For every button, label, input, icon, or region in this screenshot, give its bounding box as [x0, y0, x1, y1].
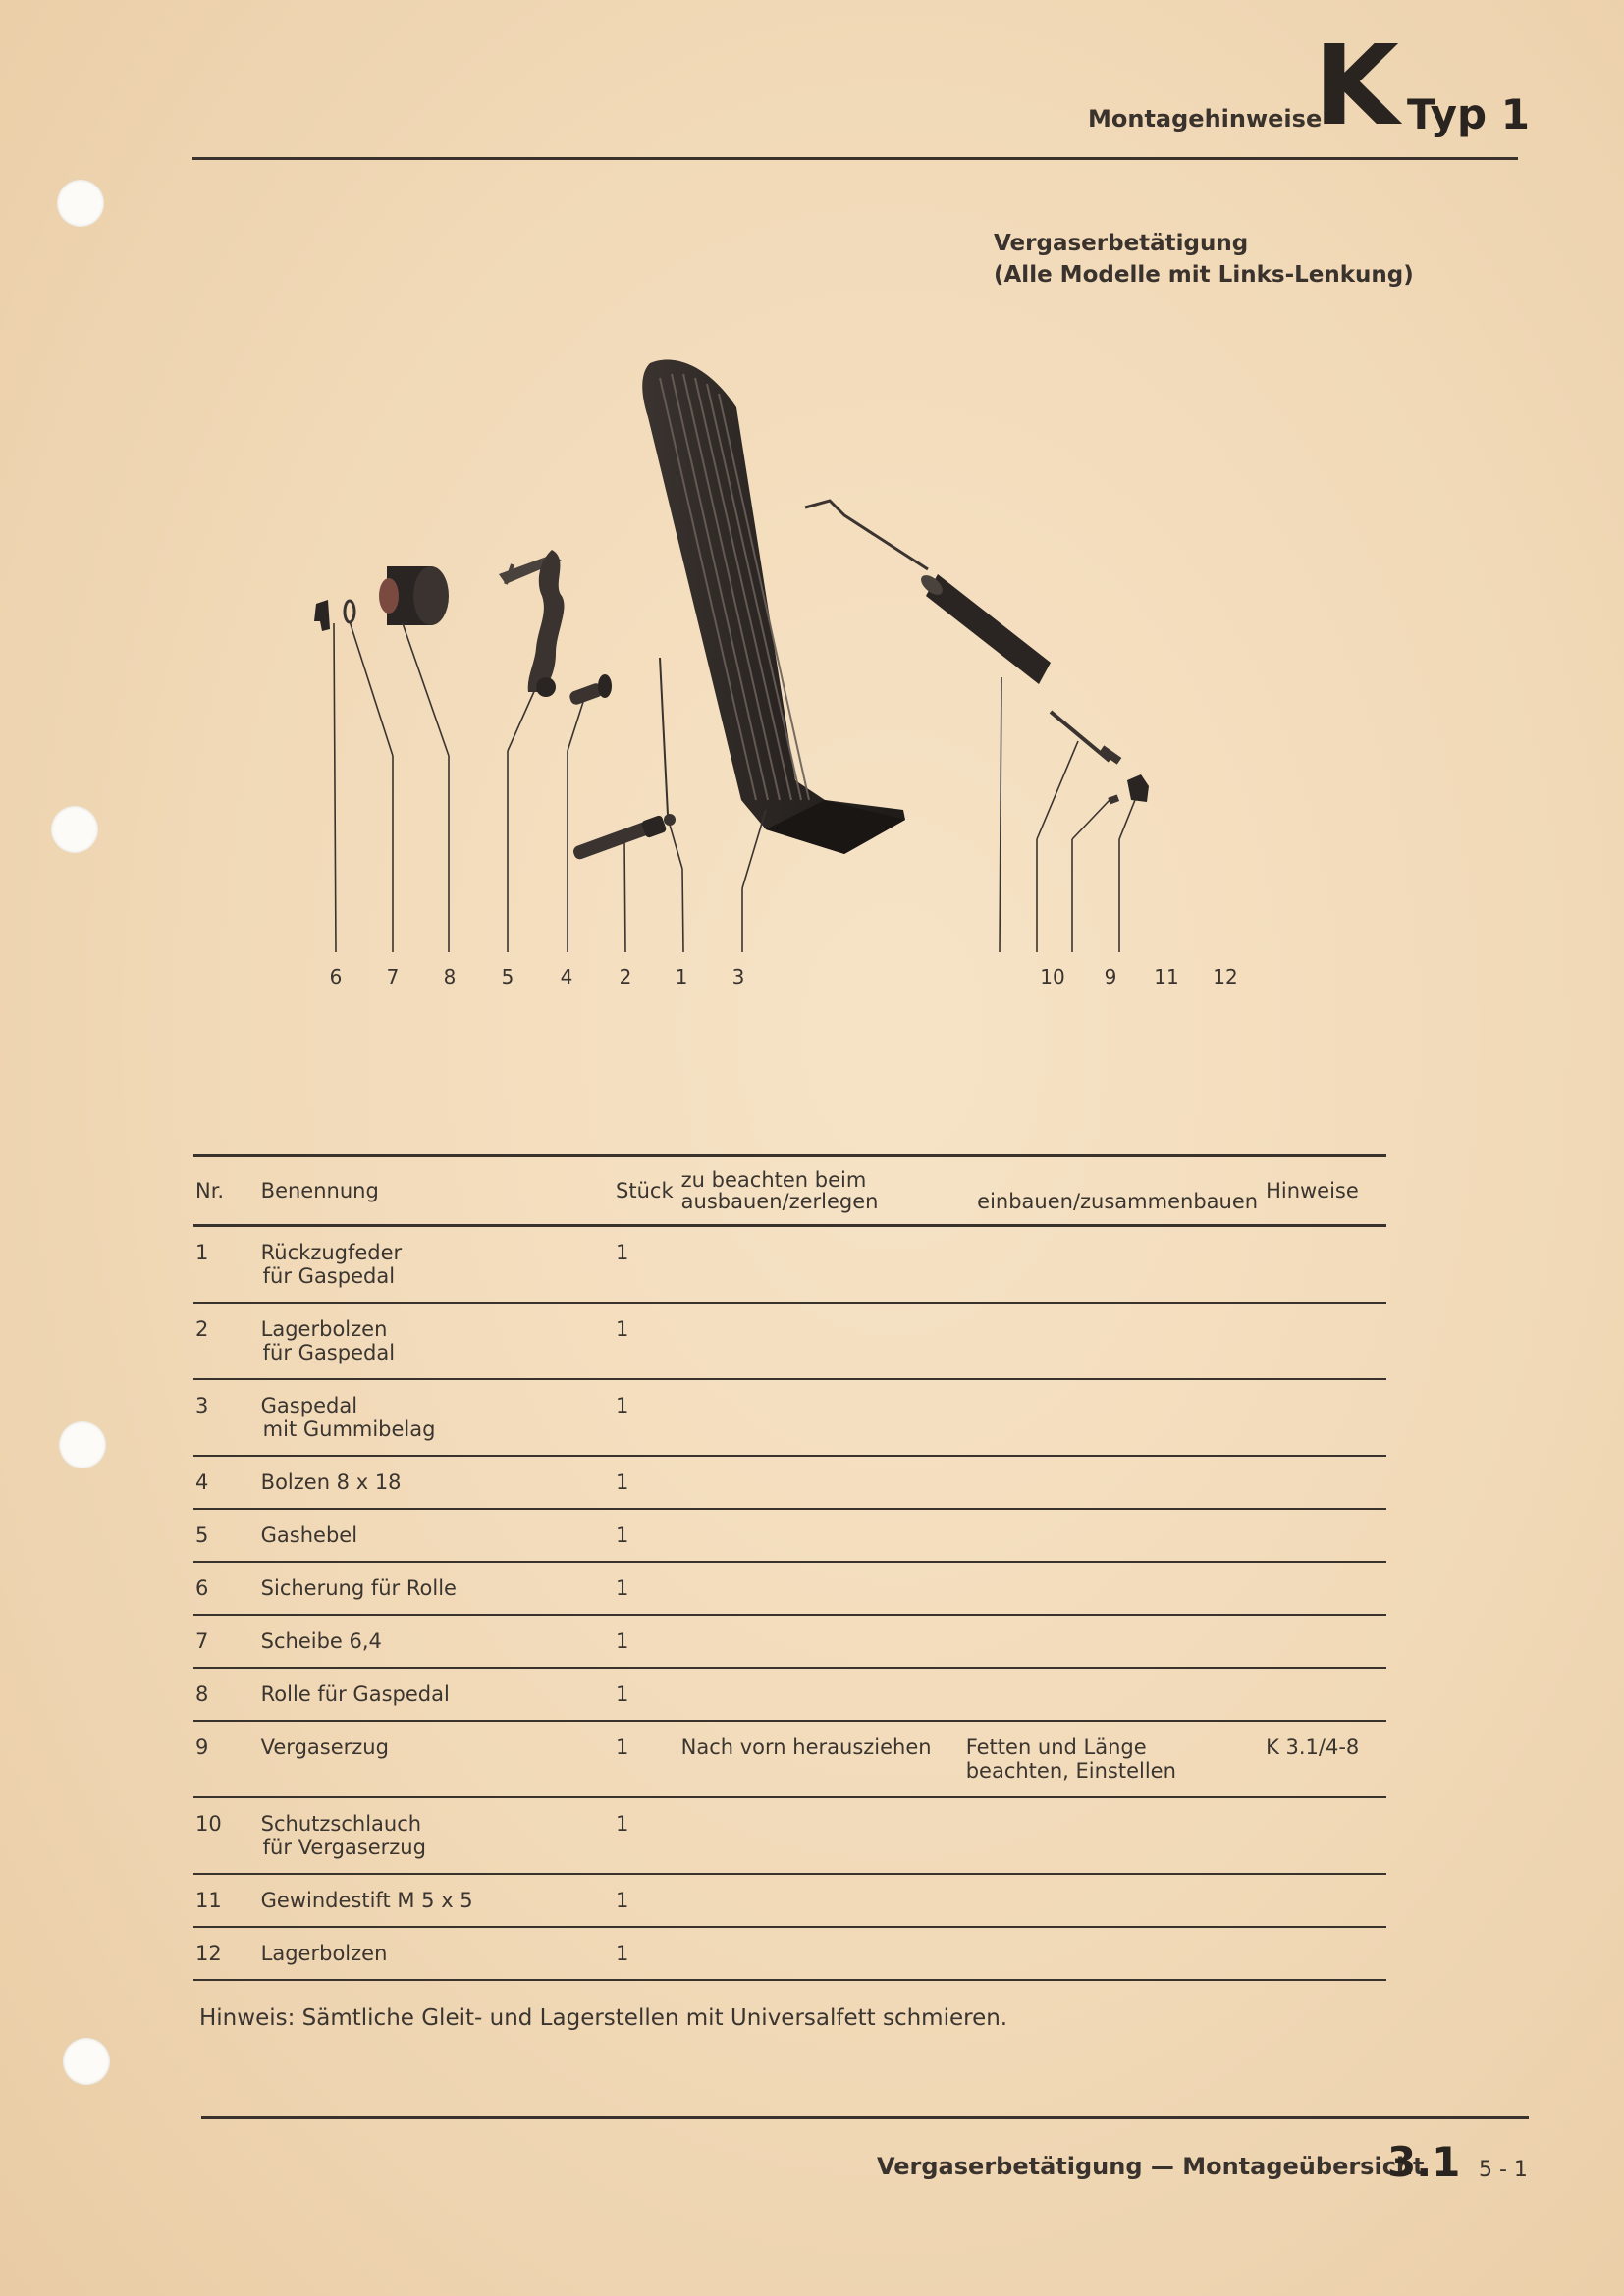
throttle-cable-part: [805, 501, 1121, 765]
row-install-note-line: beachten, Einstellen: [965, 1759, 1176, 1783]
row-removal-note: [677, 1226, 962, 1304]
set-screw-part: [1108, 794, 1119, 804]
row-qty: 1: [616, 1629, 629, 1653]
table-row: [193, 1721, 1386, 1797]
row-name: [257, 1456, 612, 1509]
row-name: [257, 1927, 612, 1980]
row-removal-note: [677, 1562, 962, 1615]
row-reference: [1262, 1927, 1386, 1980]
row-number: 11: [195, 1889, 222, 1912]
row-name-line: mit Gummibelag: [262, 1417, 436, 1441]
row-install-note: [962, 1562, 1262, 1615]
exploded-view-drawing: [295, 339, 1276, 996]
punch-hole: [63, 2038, 110, 2085]
row-number: 7: [195, 1629, 209, 1653]
row-name: [257, 1509, 612, 1562]
row-removal-note: [677, 1927, 962, 1980]
circlip-part: [314, 600, 330, 631]
callout-8: 8: [443, 965, 457, 988]
row-removal-note: [677, 1668, 962, 1721]
callout-6: 6: [329, 965, 343, 988]
table-row: [193, 1797, 1386, 1874]
row-install-note-line: Fetten und Länge: [965, 1735, 1147, 1759]
table-row: [193, 1668, 1386, 1721]
row-install-note: [962, 1874, 1262, 1927]
row-qty: 1: [616, 1889, 629, 1912]
row-name-line: für Gaspedal: [262, 1264, 396, 1288]
row-number: 10: [195, 1812, 222, 1836]
row-reference: [1262, 1797, 1386, 1874]
row-name: [257, 1874, 612, 1927]
row-number: 3: [195, 1394, 209, 1417]
table-row: [193, 1456, 1386, 1509]
footer-title: Vergaserbetätigung — Montageübersicht: [877, 2153, 1425, 2180]
table-row: [193, 1562, 1386, 1615]
callout-4: 4: [560, 965, 573, 988]
figure-title: [994, 228, 1414, 291]
row-reference: [1262, 1562, 1386, 1615]
row-name-line: Scheibe 6,4: [260, 1629, 382, 1653]
footer-page: 5 - 1: [1479, 2158, 1528, 2182]
callout-3: 3: [731, 965, 745, 988]
col-header-group-label: zu beachten beim: [680, 1168, 867, 1192]
row-install-note: [962, 1303, 1262, 1379]
callout-5: 5: [501, 965, 514, 988]
lubrication-note: Hinweis: Sämtliche Gleit- und Lagerstellen mit Universalfett schmieren.: [199, 2005, 1008, 2031]
row-name: [257, 1797, 612, 1874]
row-removal-note: [677, 1874, 962, 1927]
table-row: [193, 1226, 1386, 1304]
row-removal-note: [677, 1303, 962, 1379]
row-number: 1: [195, 1241, 209, 1264]
row-name-line: Schutzschlauch: [260, 1812, 422, 1836]
table-body: [193, 1226, 1386, 1981]
row-removal-note: [677, 1797, 962, 1874]
row-install-note: [962, 1927, 1262, 1980]
table-row: [193, 1927, 1386, 1980]
row-name-line: Lagerbolzen: [260, 1942, 388, 1965]
row-name-line: Sicherung für Rolle: [260, 1576, 457, 1600]
row-name: [257, 1303, 612, 1379]
row-qty: 1: [616, 1735, 629, 1759]
row-install-note: [962, 1721, 1262, 1797]
row-removal-note: [677, 1615, 962, 1668]
row-name: [257, 1226, 612, 1304]
bolt-8x18-part: [568, 674, 612, 706]
row-name: [257, 1721, 612, 1797]
bearing-bolt-part: [571, 815, 667, 861]
callout-2: 2: [619, 965, 632, 988]
row-install-note: [962, 1379, 1262, 1456]
row-reference: [1262, 1509, 1386, 1562]
col-header-qty: Stück: [616, 1179, 674, 1202]
table-row: [193, 1615, 1386, 1668]
col-header-out: ausbauen/zerlegen: [680, 1190, 879, 1213]
row-name-line: für Gaspedal: [262, 1341, 396, 1364]
col-header-name: Benennung: [260, 1179, 379, 1202]
row-reference: K 3.1/4-8: [1266, 1735, 1360, 1759]
figure-title-line2: (Alle Modelle mit Links-Lenkung): [994, 262, 1414, 288]
row-name: [257, 1379, 612, 1456]
row-install-note: [962, 1226, 1262, 1304]
table-row: [193, 1874, 1386, 1927]
row-name-line: Gashebel: [260, 1523, 358, 1547]
throttle-lever-part: [499, 550, 564, 697]
row-name-line: Lagerbolzen: [260, 1317, 388, 1341]
row-qty: 1: [616, 1241, 629, 1264]
row-reference: [1262, 1303, 1386, 1379]
callout-10: 10: [1040, 965, 1065, 988]
col-header-group: [677, 1156, 1262, 1226]
row-qty: 1: [616, 1394, 629, 1417]
return-spring-part: [660, 658, 676, 826]
col-header-note: Hinweise: [1266, 1179, 1359, 1202]
row-qty: 1: [616, 1576, 629, 1600]
row-name-line: Gewindestift M 5 x 5: [260, 1889, 473, 1912]
protective-tube-part: [918, 571, 1051, 684]
washer-part: [345, 601, 354, 622]
row-qty: 1: [616, 1942, 629, 1965]
header-type: Typ 1: [1407, 90, 1530, 138]
roller-part: [379, 566, 449, 625]
row-number: 12: [195, 1942, 222, 1965]
row-reference: [1262, 1615, 1386, 1668]
row-qty: 1: [616, 1523, 629, 1547]
row-number: 4: [195, 1470, 209, 1494]
table-header-row: [193, 1156, 1386, 1226]
parts-table: [193, 1154, 1386, 1981]
callout-1: 1: [675, 965, 688, 988]
row-reference: [1262, 1874, 1386, 1927]
row-number: 6: [195, 1576, 209, 1600]
punch-hole: [59, 1421, 106, 1468]
header-rule: [192, 157, 1518, 160]
row-name: [257, 1615, 612, 1668]
row-number: 9: [195, 1735, 209, 1759]
row-reference: [1262, 1379, 1386, 1456]
row-qty: 1: [616, 1812, 629, 1836]
row-qty: 1: [616, 1317, 629, 1341]
row-name: [257, 1562, 612, 1615]
row-install-note: [962, 1797, 1262, 1874]
table-row: [193, 1509, 1386, 1562]
row-number: 8: [195, 1682, 209, 1706]
row-removal-note: Nach vorn herausziehen: [680, 1735, 932, 1759]
header-label: Montagehinweise: [1088, 105, 1323, 133]
row-number: 5: [195, 1523, 209, 1547]
row-removal-note: [677, 1456, 962, 1509]
bearing-bolt-12-part: [1127, 774, 1149, 802]
row-qty: 1: [616, 1470, 629, 1494]
callout-9: 9: [1104, 965, 1117, 988]
row-name-line: Rolle für Gaspedal: [260, 1682, 450, 1706]
row-reference: [1262, 1226, 1386, 1304]
row-name-line: Gaspedal: [260, 1394, 358, 1417]
callout-7: 7: [386, 965, 400, 988]
table-row: [193, 1303, 1386, 1379]
figure-title-line1: Vergaserbetätigung: [994, 231, 1249, 256]
row-name: [257, 1668, 612, 1721]
table-row: [193, 1379, 1386, 1456]
footer-rule: [201, 2116, 1529, 2119]
row-reference: [1262, 1456, 1386, 1509]
row-number: 2: [195, 1317, 209, 1341]
col-header-nr: Nr.: [195, 1179, 225, 1202]
row-removal-note: [677, 1379, 962, 1456]
callout-12: 12: [1213, 965, 1238, 988]
row-name-line: Bolzen 8 x 18: [260, 1470, 402, 1494]
gas-pedal-part: [642, 359, 905, 854]
row-install-note: [962, 1668, 1262, 1721]
punch-hole: [51, 806, 98, 853]
row-name-line: Rückzugfeder: [260, 1241, 403, 1264]
header-letter: K: [1314, 23, 1399, 150]
row-qty: 1: [616, 1682, 629, 1706]
punch-hole: [57, 180, 104, 227]
col-header-in: einbauen/zusammenbauen: [977, 1190, 1259, 1213]
row-name-line: für Vergaserzug: [262, 1836, 426, 1859]
row-install-note: [962, 1615, 1262, 1668]
row-reference: [1262, 1668, 1386, 1721]
row-install-note: [962, 1509, 1262, 1562]
row-removal-note: [677, 1509, 962, 1562]
callout-11: 11: [1154, 965, 1179, 988]
row-install-note: [962, 1456, 1262, 1509]
row-name-line: Vergaserzug: [260, 1735, 389, 1759]
footer-section: 3.1: [1387, 2138, 1461, 2186]
